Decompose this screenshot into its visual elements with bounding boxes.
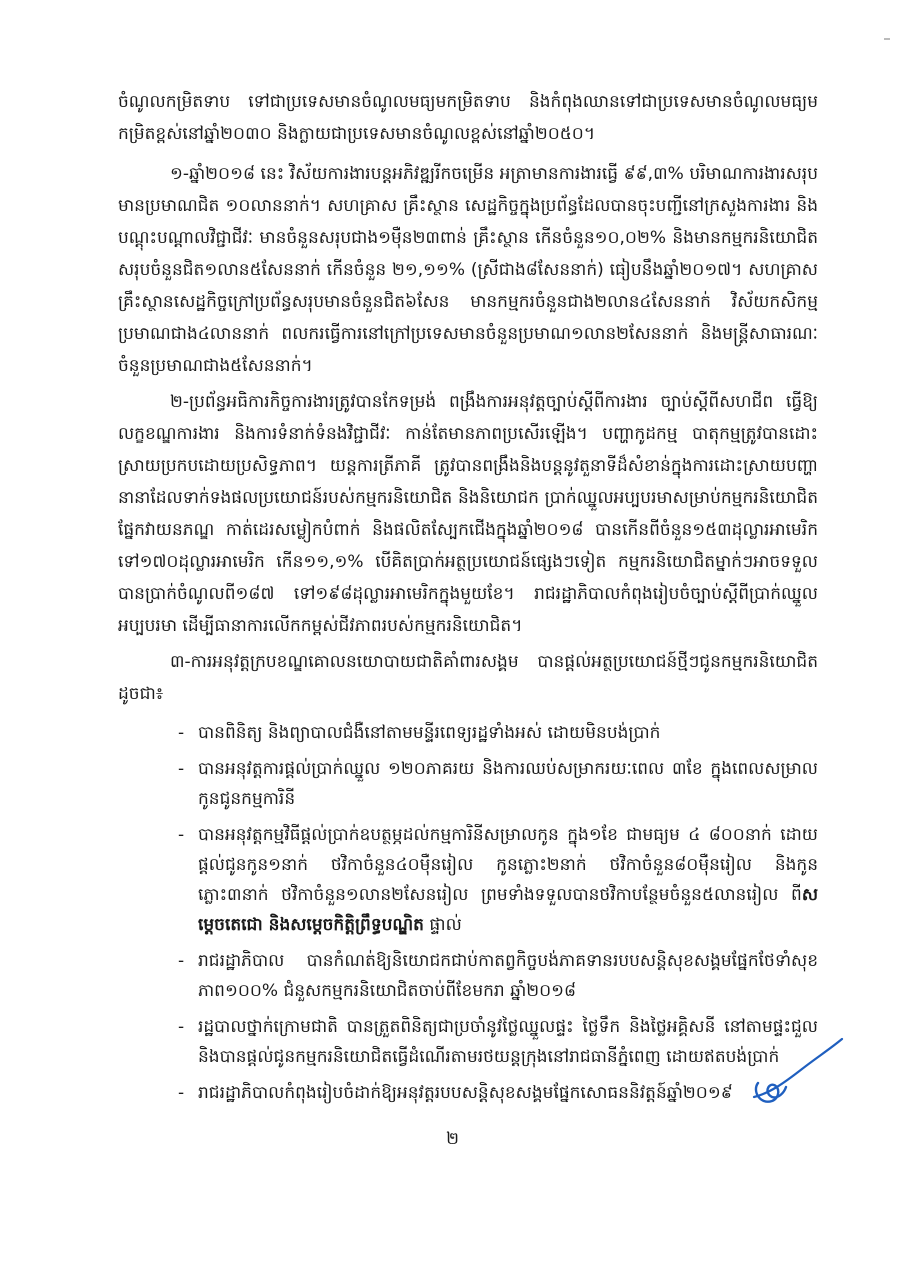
benefits-list (178, 718, 818, 1114)
list-item (178, 718, 818, 748)
list-item (178, 754, 818, 814)
list-item-text: រដ្ឋបាលថ្នាក់ក្រោមជាតិ បានត្រួតពិនិត្យជាប្រចាំនូវថ្លៃឈ្នួលផ្ទះ ថ្លៃទឹក និងថ្លៃអគ្គិសនី នៅតាមផ្ទះជួល និងបានផ្តល់ជូនកម្មករនិយោជិតធ្វើដំណើរតាមរថយន្តក្រុងនៅរាជធានីភ្នំពេញ ដោយឥតបង់ប្រាក់ (198, 1017, 818, 1067)
list-item-text: រាជរដ្ឋាភិបាលកំពុងរៀបចំដាក់ឱ្យអនុវត្តរបបសន្តិសុខសង្គមផ្នែកសោធននិវត្តន៍ឆ្នាំ២០១៩ (198, 1083, 733, 1103)
list-item (178, 1078, 818, 1108)
list-item-text: រាជរដ្ឋាភិបាល បានកំណត់ឱ្យនិយោជកជាប់កាតព្វកិច្ចបង់ភាគទានរបបសន្តិសុខសង្គមផ្នែកថែទាំសុខភាព១០០% ជំនួសកម្មករនិយោជិតចាប់ពីខែមករា ឆ្នាំ២០១៨ (198, 951, 818, 1001)
paragraph-3: ៣-ការអនុវត្តក្របខណ្ឌគោលនយោបាយជាតិគាំពារសង្គម បានផ្តល់អត្ថប្រយោជន៍ថ្មីៗជូនកម្មករនិយោជិតដូចជា៖ (118, 652, 818, 704)
list-item (178, 1012, 818, 1072)
bullet-dash: - (178, 1083, 185, 1103)
bullet-dash: - (178, 825, 185, 845)
paragraph-2: ២-ប្រព័ន្ធអធិការកិច្ចការងារត្រូវបានកែទម្រង់ ពង្រឹងការអនុវត្តច្បាប់ស្តីពីការងារ ច្បាប់ស្តីពីសហជីព ធ្វើឱ្យលក្ខខណ្ឌការងារ និងការទំនាក់ទំនងវិជ្ជាជីវៈ កាន់តែមានភាពប្រសើរឡើង។ បញ្ហាកូដកម្ម បាតុកម្មត្រូវបានដោះស្រាយប្រកបដោយប្រសិទ្ធភាព។ យន្តការត្រីភាគី ត្រូវបានពង្រឹងនិងបន្តនូវតួនាទីដ៏សំខាន់ក្នុងការដោះស្រាយបញ្ហានានាដែលទាក់ទងផលប្រយោជន៍របស់កម្មករនិយោជិត និងនិយោជក ប្រាក់ឈ្នួលអប្បបរមាសម្រាប់កម្មករនិយោជិតផ្នែកវាយនភណ្ឌ កាត់ដេរសម្លៀកបំពាក់ និងផលិតស្បែកជើងក្នុងឆ្នាំ២០១៨ បានកើនពីចំនួន១៥៣ដុល្លារអាមេរិក ទៅ១៧០ដុល្លារអាមេរិក កើន១១,១% បើគិតប្រាក់អត្ថប្រយោជន៍ផ្សេងៗទៀត កម្មករនិយោជិតម្នាក់ៗអាចទទួលបានប្រាក់ចំណូលពី១៨៧ ទៅ១៩៨ដុល្លារអាមេរិកក្នុងមួយខែ។ រាជរដ្ឋាភិបាលកំពុងរៀបចំច្បាប់ស្តីពីប្រាក់ឈ្នួលអប្បបរមា ដើម្បីធានាការលើកកម្ពស់ជីវភាពរបស់កម្មករនិយោជិត។ (118, 392, 818, 636)
intro-paragraph: ចំណូលកម្រិតទាប ទៅជាប្រទេសមានចំណូលមធ្យមកម្រិតទាប និងកំពុងឈានទៅជាប្រទេសមានចំណូលមធ្យមកម្រិតខ្ពស់នៅឆ្នាំ២០៣០ និងក្លាយជាប្រទេសមានចំណូលខ្ពស់នៅឆ្នាំ២០៥០។ (118, 92, 818, 144)
list-item (178, 946, 818, 1006)
scan-mark (884, 38, 890, 40)
list-item-text: បានអនុវត្តការផ្តល់ប្រាក់ឈ្នួល ១២០ភាគរយ និងការឈប់សម្រាករយៈពេល ៣ខែ ក្នុងពេលសម្រាលកូនជូនកម្មការិនី (198, 759, 818, 809)
list-item-tail-text: ផ្ទាល់ (423, 915, 462, 935)
bullet-dash: - (178, 759, 185, 779)
list-item-text: បានអនុវត្តកម្មវិធីផ្តល់ប្រាក់ឧបត្ថម្ភដល់កម្មការិនីសម្រាលកូន ក្នុង១ខែ ជាមធ្យម ៤ ៨០០នាក់ ដោយផ្តល់ជូនកូន១នាក់ ថវិកាចំនួន៤០ម៉ឺនរៀល កូនភ្លោះ២នាក់ ថវិកាចំនួន៨០ម៉ឺនរៀល និងកូនភ្លោះ៣នាក់ ថវិកាចំនួន១លាន២សែនរៀល ព្រមទាំងទទួលបានថវិកាបន្ថែមចំនួន៥លានរៀល ពី (198, 825, 818, 905)
list-item-text: បានពិនិត្យ និងព្យាបាលជំងឺនៅតាមមន្ទីរពេទ្យរដ្ឋទាំងអស់ ដោយមិនបង់ប្រាក់ (198, 723, 661, 743)
signature-initial (750, 1035, 845, 1110)
list-item (178, 820, 818, 940)
page-number: ២ (446, 1129, 459, 1149)
list-item-bold-text: សម្តេចតេជោ និងសម្តេចកិត្តិព្រឹទ្ធបណ្ឌិត (198, 885, 818, 935)
bullet-dash: - (178, 1017, 185, 1037)
paragraph-1: ១-ឆ្នាំ២០១៨ នេះ វិស័យការងារបន្តអភិវឌ្ឍរីកចម្រើន អត្រាមានការងារធ្វើ ៩៩,៣% បរិមាណការងារសរុបមានប្រមាណជិត ១០លាននាក់។ សហគ្រាស គ្រឹះស្ថាន សេដ្ឋកិច្ចក្នុងប្រព័ន្ធដែលបានចុះបញ្ជីនៅក្រសួងការងារ និងបណ្តុះបណ្តាលវិជ្ជាជីវៈ មានចំនួនសរុបជាង១ម៉ឺន២៣ពាន់ គ្រឹះស្ថាន កើនចំនួន១០,០២% និងមានកម្មករនិយោជិតសរុបចំនួនជិត១លាន៥សែននាក់ កើនចំនួន ២១,១១% (ស្រីជាង៨សែននាក់) ធៀបនឹងឆ្នាំ២០១៧។ សហគ្រាស គ្រឹះស្ថានសេដ្ឋកិច្ចក្រៅប្រព័ន្ធសរុបមានចំនួនជិត៦សែន មានកម្មករចំនួនជាង២លាន៤សែននាក់ វិស័យកសិកម្មប្រមាណជាង៤លាននាក់ ពលករធ្វើការនៅក្រៅប្រទេសមានចំនួនប្រមាណ១លាន២សែននាក់ និងមន្ត្រីសាធារណៈចំនួនប្រមាណជាង៥សែននាក់។ (118, 164, 818, 376)
bullet-dash: - (178, 951, 185, 971)
bullet-dash: - (178, 723, 185, 743)
